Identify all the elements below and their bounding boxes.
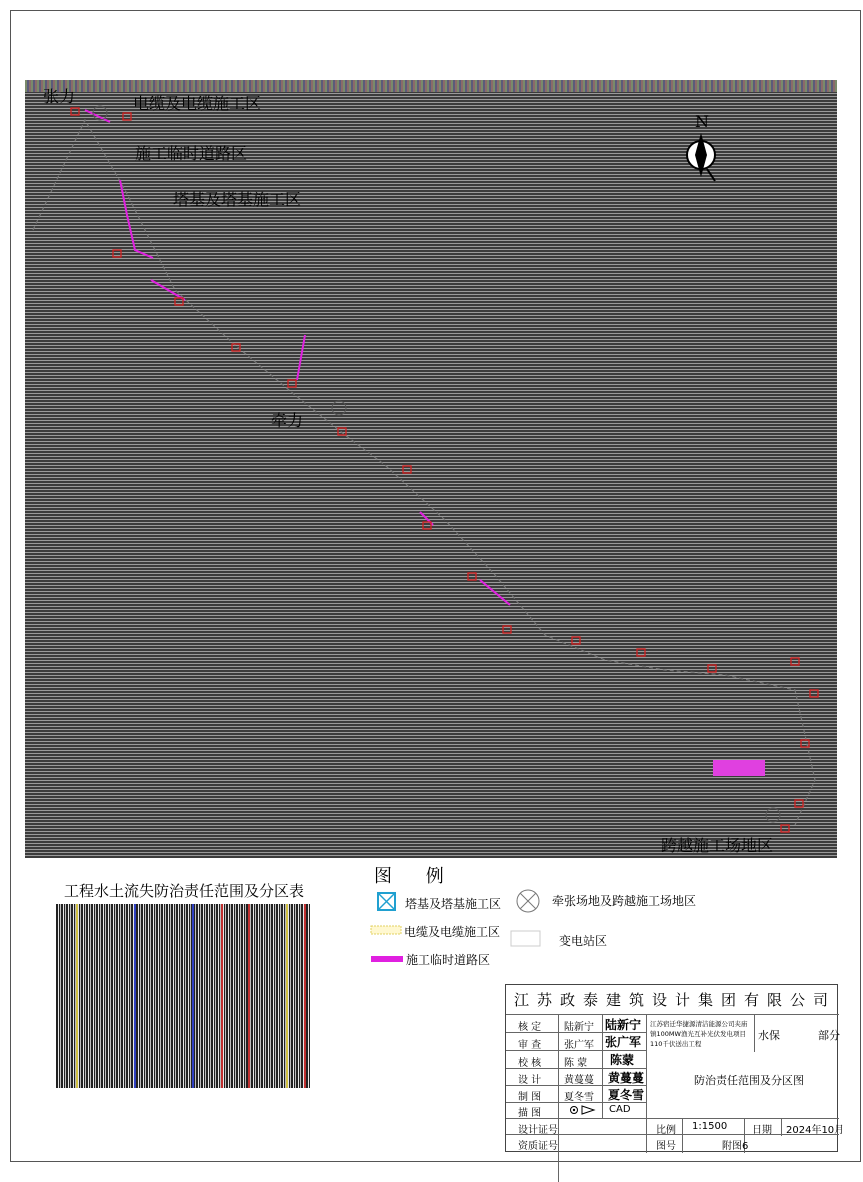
north-label: N bbox=[695, 112, 709, 131]
category-label: 水保 bbox=[758, 1029, 780, 1042]
legend-label-crossing: 牵张场地及跨越施工场地区 bbox=[552, 894, 697, 908]
label-crossing-site: 跨越施工场地区 bbox=[661, 836, 774, 855]
signature-2: 张广军 bbox=[605, 1035, 642, 1049]
legend-label-road: 施工临时道路区 bbox=[406, 953, 491, 967]
drawing-no-label: 图号 bbox=[656, 1141, 676, 1152]
north-arrow-icon bbox=[687, 133, 715, 181]
tower-marker bbox=[637, 649, 645, 656]
row-name: 张广军 bbox=[564, 1040, 594, 1051]
road-bar-icon bbox=[370, 953, 404, 965]
tower-marker bbox=[572, 637, 580, 644]
tower-marker bbox=[781, 825, 789, 832]
crossing-site-circle bbox=[766, 808, 780, 822]
tracing-symbol-icon bbox=[570, 1105, 600, 1115]
label-tension: 张力 bbox=[43, 87, 76, 106]
part-label: 部分 bbox=[818, 1029, 840, 1042]
scale-value: 1:1500 bbox=[692, 1121, 728, 1132]
label-cable-area: 电缆及电缆施工区 bbox=[133, 94, 262, 113]
legend-label-substation: 变电站区 bbox=[559, 934, 608, 948]
project-name: 江苏宿迁华捷源清洁能源公司夹庙镇100MW渔光互补光伏发电项目110千伏送出工程 bbox=[650, 1020, 748, 1048]
row-name: 陆新宁 bbox=[564, 1022, 594, 1033]
temp-road-2 bbox=[151, 280, 185, 300]
date-value: 2024年10月 bbox=[786, 1125, 845, 1136]
label-pulling: 牵力 bbox=[271, 411, 304, 430]
legend-label-tower: 塔基及塔基施工区 bbox=[405, 897, 502, 911]
site-map bbox=[25, 80, 837, 858]
route-line bbox=[33, 120, 815, 825]
row-name: CAD bbox=[609, 1104, 631, 1115]
row-name: 夏冬雪 bbox=[564, 1092, 594, 1103]
row-role: 制 图 bbox=[518, 1092, 542, 1103]
tower-markers bbox=[71, 108, 818, 832]
zone-table bbox=[56, 904, 310, 1088]
row-role: 审 查 bbox=[518, 1040, 542, 1051]
title-block bbox=[505, 984, 845, 1152]
tower-marker bbox=[338, 428, 346, 435]
company-name: 江苏政泰建筑设计集团有限公司 bbox=[514, 991, 837, 1009]
row-role: 设 计 bbox=[518, 1075, 542, 1086]
signature-3: 陈蒙 bbox=[610, 1053, 635, 1067]
legend-title: 图 例 bbox=[374, 866, 458, 887]
signature-1: 陆新宁 bbox=[605, 1018, 642, 1032]
label-tower-area: 塔基及塔基施工区 bbox=[173, 190, 302, 209]
tower-marker bbox=[123, 113, 131, 120]
signature-5: 夏冬雪 bbox=[608, 1088, 645, 1102]
temp-road-1 bbox=[120, 180, 153, 258]
substation-road-patch bbox=[713, 760, 765, 776]
temp-road-3 bbox=[297, 335, 305, 380]
label-temp-road: 施工临时道路区 bbox=[135, 144, 248, 163]
route-overlay bbox=[25, 80, 837, 858]
temp-road-5 bbox=[480, 580, 510, 605]
qual-cert-label: 资质证号 bbox=[518, 1141, 558, 1152]
substation-box-icon bbox=[510, 930, 542, 948]
tower-marker bbox=[113, 250, 121, 257]
design-cert-label: 设计证号 bbox=[518, 1125, 558, 1136]
tower-marker bbox=[810, 690, 818, 697]
row-name: 黄蔓蔓 bbox=[564, 1075, 594, 1086]
tower-marker bbox=[708, 665, 716, 672]
tower-marker bbox=[71, 108, 79, 115]
row-name: 陈 蒙 bbox=[564, 1058, 588, 1069]
tower-marker bbox=[503, 626, 511, 633]
date-label: 日期 bbox=[752, 1125, 772, 1136]
tower-box-icon bbox=[377, 892, 397, 912]
tower-marker bbox=[795, 800, 803, 807]
tower-marker bbox=[791, 658, 799, 665]
row-role: 校 核 bbox=[518, 1058, 542, 1069]
drawing-no-value: 附图6 bbox=[722, 1141, 749, 1152]
tower-marker bbox=[288, 380, 296, 387]
crossed-circle-icon bbox=[515, 888, 541, 914]
signature-4: 黄蔓蔓 bbox=[608, 1071, 645, 1085]
legend-label-cable: 电缆及电缆施工区 bbox=[404, 925, 501, 939]
row-role: 核 定 bbox=[518, 1022, 542, 1033]
cable-area-icon bbox=[370, 924, 402, 936]
row-role: 描 图 bbox=[518, 1108, 542, 1119]
tower-marker bbox=[468, 573, 476, 580]
zone-table-title: 工程水土流失防治责任范围及分区表 bbox=[64, 882, 305, 900]
pulling-site-circle bbox=[332, 401, 346, 415]
tower-marker bbox=[403, 466, 411, 473]
drawing-name: 防治责任范围及分区图 bbox=[694, 1074, 804, 1087]
scale-label: 比例 bbox=[656, 1125, 676, 1136]
